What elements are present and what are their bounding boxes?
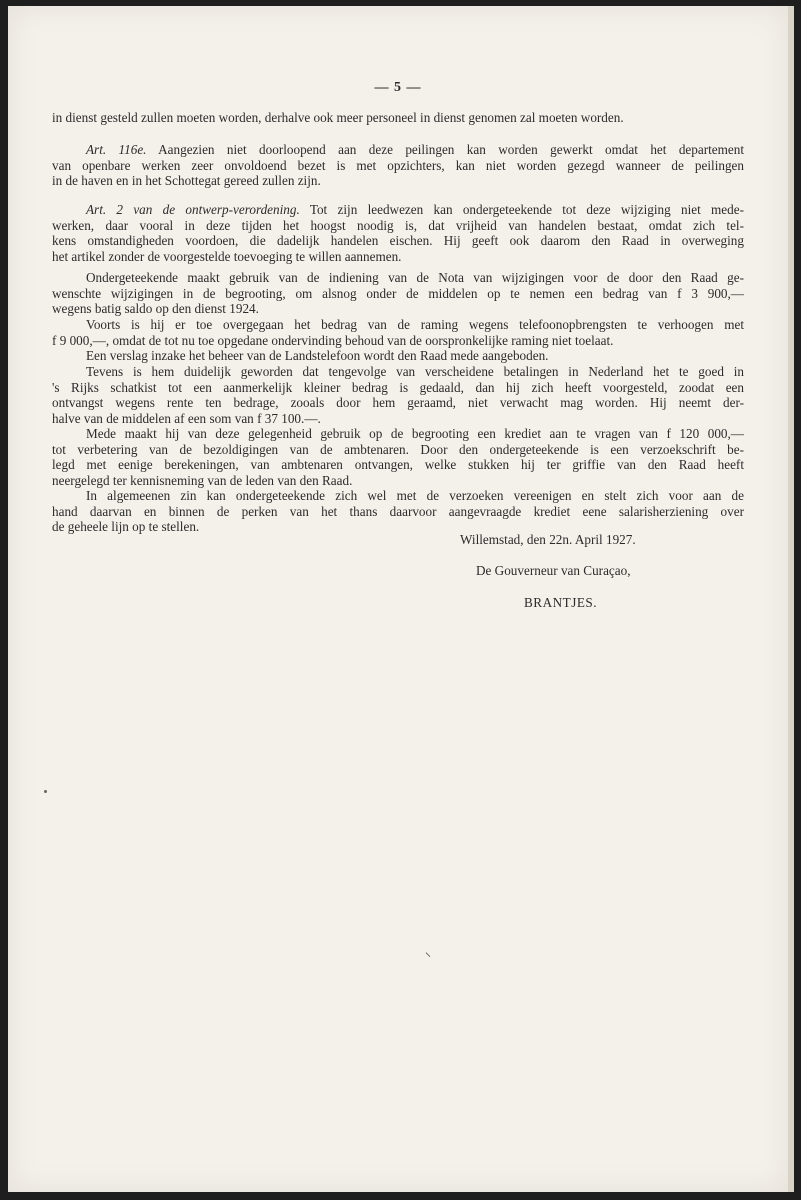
text-line: in de haven en in het Schottegat gereed zullen zijn. xyxy=(52,173,321,189)
text-line: Voorts is hij er toe overgegaan het bedrag van de raming wegens telefoonopbrengsten te verhoogen met xyxy=(86,317,744,332)
text-line: Art. 2 van de ontwerp-verordening. Tot zijn leedwezen kan ondergeteekende tot deze wijziging niet mede- xyxy=(86,202,744,217)
text-line: 's Rijks schatkist tot een aanmerkelijk kleiner bedrag is gedaald, dan hij zich heeft voorgesteld, zoodat een xyxy=(52,379,744,395)
text-line: wegens batig saldo op den dienst 1924. xyxy=(52,301,259,317)
paragraph-art-2 xyxy=(52,202,744,264)
text-line: hand daarvan en binnen de perken van het thans daarvoor aangevraagde krediet eene salarisherziening over xyxy=(52,503,744,519)
text-line: in dienst gesteld zullen moeten worden, derhalve ook meer personeel in dienst genomen zal moeten worden. xyxy=(52,110,624,125)
article-label: Art. 116e. xyxy=(86,142,147,157)
paragraph-0 xyxy=(52,110,744,126)
text-line: In algemeenen zin kan ondergeteekende zich wel met de verzoeken vereenigen en stelt zich voor aan de xyxy=(86,488,744,503)
text-line: werken, daar vooral in deze tijden het hoogst noodig is, dat vrijheid van handelen bestaat, omdat zich tel- xyxy=(52,217,744,233)
text-line: Een verslag inzake het beheer van de Landstelefoon wordt den Raad mede aangeboden. xyxy=(86,348,549,363)
text-line: legd met eenige berekeningen, van ambtenaren ontvangen, welke stukken hij ter griffie van den Raad heeft xyxy=(52,457,744,473)
paragraph-krediet xyxy=(52,426,744,488)
paragraph-art-116e xyxy=(52,142,744,189)
text-line: Mede maakt hij van deze gelegenheid gebruik op de begrooting een krediet aan te vragen van f 120 000,— xyxy=(86,426,744,441)
paragraph-salaris xyxy=(52,488,744,535)
signatory-title: De Gouverneur van Curaçao, xyxy=(476,563,631,578)
text-line: ontvangst wegens rente ten bedrage, zooals door hem geraamd, niet verwacht mag worden. Hij neemt der- xyxy=(52,395,744,411)
text-line: de geheele lijn op te stellen. xyxy=(52,519,200,535)
text-line: halve van de middelen af een som van f 37 100.—. xyxy=(52,410,321,426)
place-date: Willemstad, den 22n. April 1927. xyxy=(460,532,636,547)
text-line: Tevens is hem duidelijk geworden dat tengevolge van verscheidene betalingen in Nederland het te goed in xyxy=(86,364,744,379)
paragraph-verslag xyxy=(52,348,744,364)
text-line: neergelegd ter kennisneming van de leden van den Raad. xyxy=(52,472,353,488)
paragraph-schatkist xyxy=(52,364,744,426)
pencil-mark: ⸌ xyxy=(425,950,432,964)
text-line: van openbare werken zeer onvoldoend bezet is met opzichters, kan niet worden gezegd wanneer de peilingen xyxy=(52,157,744,173)
page-edge xyxy=(788,6,794,1192)
text-line: f 9 000,—, omdat de tot nu toe opgedane ondervinding behoud van de oorspronkelijke raming niet toelaat. xyxy=(52,332,614,348)
signatory-name: BRANTJES. xyxy=(524,595,598,610)
speck-mark xyxy=(44,790,47,793)
text-line: wenschte wijzigingen in de begrooting, om alsnog onder de middelen op te nemen een bedrag van f 3 900,— xyxy=(52,285,744,301)
text-line: Art. 116e. Aangezien niet doorloopend aan deze peilingen kan worden gewerkt omdat het departement xyxy=(86,142,744,157)
text-line: kens omstandigheden voordoen, die dadelijk handelen eischen. Hij geeft ook daarom den Raad in overweging xyxy=(52,233,744,249)
paragraph-telefoon xyxy=(52,317,744,348)
paragraph-nota xyxy=(52,270,744,317)
text-line: tot verbetering van de bezoldigingen van de ambtenaren. Door den ondergeteekende is een verzoekschrift be- xyxy=(52,441,744,457)
document-page xyxy=(8,6,788,1192)
page-number: — 5 — xyxy=(374,80,422,95)
text-line: het artikel zonder de voorgestelde toevoeging te willen aannemen. xyxy=(52,248,402,264)
article-label: Art. 2 van de ontwerp-verordening. xyxy=(86,202,300,217)
text-line: Ondergeteekende maakt gebruik van de indiening van de Nota van wijzigingen voor de door den Raad ge- xyxy=(86,270,744,285)
